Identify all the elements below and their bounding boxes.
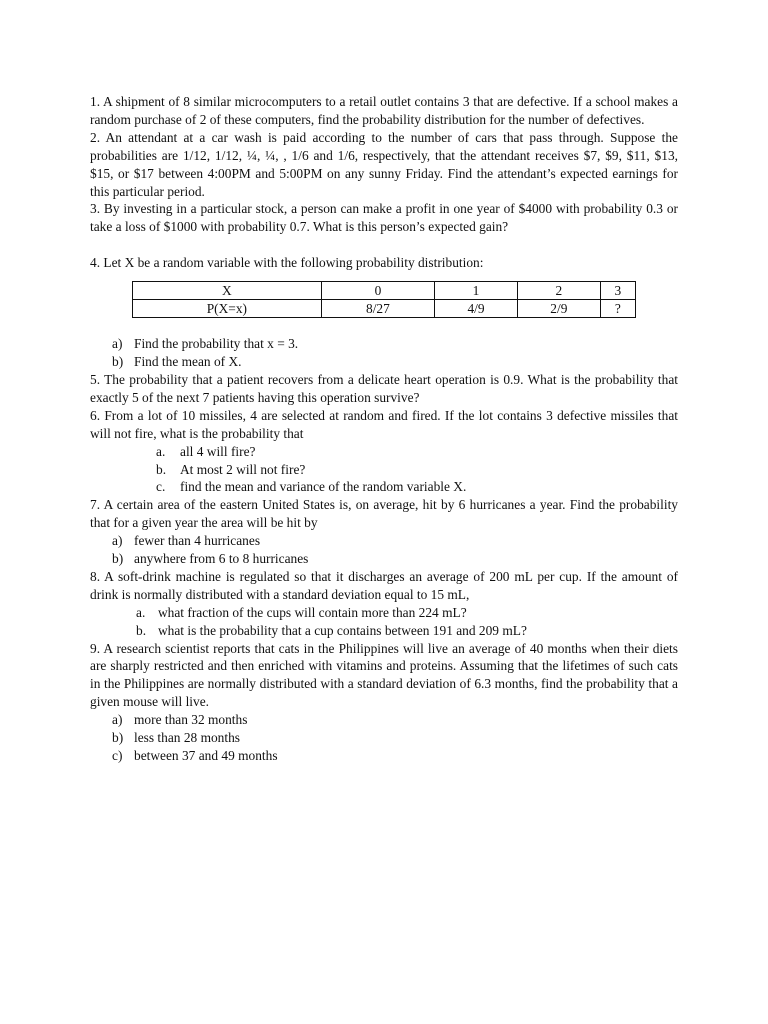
list-item	[90, 729, 678, 747]
table-cell: 4/9	[435, 300, 518, 318]
list-item	[90, 532, 678, 550]
list-item-text: between 37 and 49 months	[134, 748, 278, 763]
list-item-text: what is the probability that a cup contains between 191 and 209 mL?	[158, 622, 527, 638]
question-2: 2. An attendant at a car wash is paid according to the number of cars that pass through. Suppose the probabilities are 1/12, 1/12, ¼, ¼, , 1/6 and 1/6, respectively, that the attendant receives $7, $9, $11, $13, $15, or $17 between 4:00PM and 5:00PM on any sunny Friday. Find the attendant’s expected earnings for this particular period.	[90, 129, 678, 199]
table-row-probability	[133, 300, 636, 318]
list-marker: b.	[136, 622, 147, 638]
worksheet-page	[90, 93, 678, 765]
list-item	[90, 711, 678, 729]
question-5: 5. The probability that a patient recovers from a delicate heart operation is 0.9. What is the probability that exactly 5 of the next 7 patients having this operation survive?	[90, 371, 678, 405]
table-row-x	[133, 282, 636, 300]
list-marker: b)	[112, 551, 124, 567]
list-marker: a.	[156, 443, 166, 459]
list-marker: c)	[112, 748, 123, 763]
question-1: 1. A shipment of 8 similar microcomputers to a retail outlet contains 3 that are defective. If a school makes a random purchase of 2 of these computers, find the probability distribution for the number of defectives.	[90, 94, 678, 127]
list-marker: b)	[112, 730, 124, 746]
list-item-text: Find the probability that x = 3.	[134, 336, 299, 352]
list-item-text: less than 28 months	[134, 730, 241, 746]
list-item-text: anywhere from 6 to 8 hurricanes	[134, 551, 309, 567]
list-item	[90, 478, 678, 496]
table-cell: 3	[600, 282, 635, 300]
list-item	[90, 622, 678, 640]
table-cell: ?	[600, 300, 635, 318]
table-cell: 8/27	[321, 300, 434, 318]
list-marker: a.	[136, 604, 146, 620]
list-marker: a)	[112, 336, 123, 352]
table-cell: 2/9	[517, 300, 600, 318]
question-4-items	[90, 335, 678, 371]
blank-line	[90, 236, 678, 254]
list-item-text: fewer than 4 hurricanes	[134, 533, 261, 549]
table-cell: P(X=x)	[133, 300, 322, 318]
question-6: 6. From a lot of 10 missiles, 4 are selected at random and fired. If the lot contains 3 defective missiles that will not fire, what is the probability that	[90, 407, 678, 441]
list-item-text: find the mean and variance of the random variable X.	[180, 479, 467, 495]
list-item-text: more than 32 months	[134, 712, 248, 728]
list-item	[90, 353, 678, 371]
list-item-text: what fraction of the cups will contain more than 224 mL?	[158, 604, 467, 620]
list-marker: b.	[156, 461, 167, 477]
question-7: 7. A certain area of the eastern United States is, on average, hit by 6 hurricanes a year. Find the probability that for a given year the area will be hit by	[90, 497, 678, 531]
list-item	[90, 550, 678, 568]
list-item-text: all 4 will fire?	[180, 443, 256, 459]
question-3: 3. By investing in a particular stock, a person can make a profit in one year of $4000 with probability 0.3 or take a loss of $1000 with probability 0.7. What is this person’s expected gain?	[90, 201, 678, 235]
list-item-text: At most 2 will not fire?	[180, 461, 306, 477]
table-cell: X	[133, 282, 322, 300]
list-item	[90, 443, 678, 461]
list-item	[90, 604, 678, 622]
list-marker: b)	[112, 354, 124, 370]
question-4: 4. Let X be a random variable with the following probability distribution:	[90, 255, 484, 271]
table-cell: 1	[435, 282, 518, 300]
list-item-text: Find the mean of X.	[134, 354, 242, 370]
list-marker: a)	[112, 712, 123, 728]
probability-distribution-table	[132, 281, 636, 318]
question-8: 8. A soft-drink machine is regulated so that it discharges an average of 200 mL per cup. If the amount of drink is normally distributed with a standard deviation equal to 15 mL,	[90, 568, 678, 602]
table-cell: 0	[321, 282, 434, 300]
question-9: 9. A research scientist reports that cats in the Philippines will live an average of 40 months when their diets are sharply restricted and then enriched with vitamins and proteins. Assuming that the lifetimes of such cats in the Philippines are normally distributed with a standard deviation of 6.3 months, find the probability that a given mouse will live.	[90, 640, 678, 710]
list-item	[90, 461, 678, 479]
table-cell: 2	[517, 282, 600, 300]
list-marker: a)	[112, 533, 123, 549]
list-item	[90, 747, 678, 765]
list-marker: c.	[156, 479, 166, 495]
list-item	[90, 335, 678, 353]
